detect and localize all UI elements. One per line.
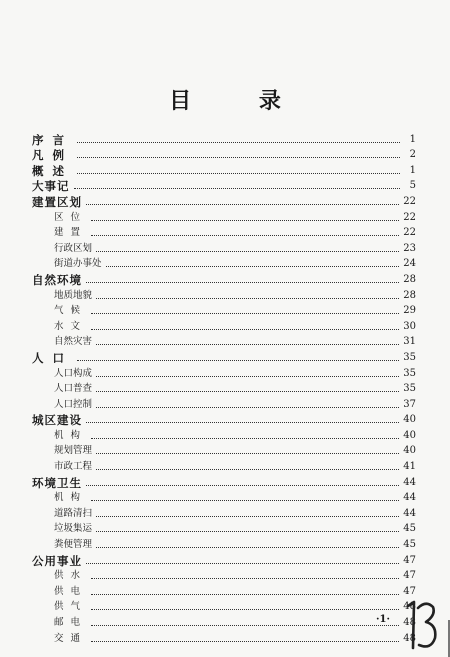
toc-section [32,426,416,442]
dot-leader [77,359,399,361]
toc-entry-page: 48 [403,601,416,613]
toc-entry-label: 人口 [32,350,73,365]
toc-entry-page: 45 [403,539,416,551]
toc-entry-label: 人口控制 [54,398,93,410]
toc-entry-page: 35 [403,367,416,379]
toc-entry-page: 35 [403,383,416,395]
toc-chapter [32,192,416,208]
toc-entry-page: 47 [403,554,416,566]
dot-leader [91,437,399,439]
toc-entry-page: 2 [409,149,416,161]
dot-leader [96,530,399,532]
dot-leader [96,250,399,252]
toc-entry-label: 人口构成 [54,367,93,379]
toc-entry-page: 28 [403,289,416,301]
toc-entry-page: 40 [403,445,416,457]
toc-entry-page: 40 [403,429,416,441]
toc-entry-label: 自然灾害 [54,336,93,348]
toc-entry-label: 建置区划 [32,194,82,209]
toc-chapter [32,270,416,286]
toc-section [32,255,416,271]
dot-leader [86,562,399,564]
toc-entry-label: 水文 [54,320,88,332]
toc-entry-label: 街道办事处 [54,258,102,270]
toc-entry-label: 邮电 [54,617,88,628]
toc-entry-page: 40 [403,414,416,426]
dot-leader [91,328,399,330]
toc-section [32,302,416,318]
toc-entry-page: 22 [403,211,416,223]
toc-section [32,535,416,551]
toc-entry-label: 公用事业 [32,553,82,568]
page-title: 目 录 [169,88,311,114]
toc-entry-page: 31 [403,336,416,348]
toc-entry-page: 45 [403,523,416,535]
toc-entry-label: 区位 [54,211,88,223]
toc-chapter [32,473,416,489]
dot-leader [96,452,399,454]
toc-section [32,442,416,458]
toc-section [32,380,416,396]
dot-leader [91,640,399,642]
toc-entry-page: 35 [403,351,416,363]
toc-entry-page: 24 [403,258,416,270]
toc-entry-label: 序言 [32,132,73,147]
toc-chapter [32,411,416,427]
toc-section [32,333,416,349]
handwritten-number [404,598,440,652]
toc-entry-page: 22 [403,227,416,239]
toc-section [32,457,416,473]
toc-entry-label: 地质地貌 [54,289,93,301]
toc-section [32,224,416,240]
dot-leader [91,219,399,221]
toc-entry-label: 行政区划 [54,242,93,254]
dot-leader [96,297,399,299]
toc-entry-label: 供电 [54,585,88,597]
toc-entry-label: 概述 [32,163,73,178]
toc-chapter [32,146,416,162]
toc-entry-page: 44 [403,507,416,519]
toc-entry-page: 48 [403,617,416,628]
dot-leader [91,608,399,610]
toc-entry-page: 41 [403,461,416,473]
toc-section [32,286,416,302]
dot-leader [96,375,399,377]
page-number: ·1· [376,614,390,625]
dot-leader [96,468,399,470]
toc-entry-label: 凡例 [32,148,73,163]
toc-entry-page: 47 [403,570,416,582]
toc-entry-label: 自然环境 [32,272,82,287]
toc-entry-label: 人口普查 [54,383,93,395]
dot-leader [86,203,399,205]
toc-chapter [32,130,416,146]
toc-entry-page: 47 [403,585,416,597]
toc-section [32,239,416,255]
toc-section [32,208,416,224]
dot-leader [91,577,399,579]
toc-chapter [32,177,416,193]
dot-leader [96,343,399,345]
toc-entry-page: 37 [403,398,416,410]
table-of-contents [32,130,416,645]
toc-chapter [32,551,416,567]
dot-leader [77,156,400,158]
toc-section [32,629,416,645]
toc-entry-label: 规划管理 [54,445,93,457]
dot-leader [91,499,399,501]
toc-entry-page: 48 [403,632,416,644]
toc-section [32,489,416,505]
dot-leader [96,546,399,548]
dot-leader [106,265,400,267]
toc-entry-label: 城区建设 [32,413,82,428]
toc-section [32,598,416,614]
toc-entry-page: 29 [403,305,416,317]
toc-entry-page: 5 [409,180,416,192]
toc-chapter [32,348,416,364]
dot-leader [96,390,399,392]
toc-entry-page: 1 [409,164,416,176]
toc-entry-label: 垃圾集运 [54,523,93,535]
toc-section [32,582,416,598]
dot-leader [96,515,399,517]
dot-leader [86,281,399,283]
toc-entry-label: 市政工程 [54,461,93,473]
dot-leader [86,484,399,486]
toc-entry-page: 30 [403,320,416,332]
toc-entry-label: 环境卫生 [32,475,82,490]
toc-entry-label: 机构 [54,492,88,504]
toc-section [32,613,416,629]
toc-entry-label: 道路清扫 [54,507,93,519]
toc-entry-label: 气候 [54,305,88,317]
toc-section [32,395,416,411]
toc-entry-label: 交通 [54,632,88,644]
toc-section [32,364,416,380]
toc-entry-page: 22 [403,195,416,207]
toc-section [32,567,416,583]
toc-entry-label: 供气 [54,601,88,613]
toc-entry-page: 23 [403,242,416,254]
toc-entry-label: 建置 [54,227,88,239]
dot-leader [91,593,399,595]
toc-entry-label: 大事记 [32,179,70,194]
dot-leader [77,172,400,174]
toc-chapter [32,161,416,177]
toc-entry-label: 粪便管理 [54,539,93,551]
toc-section [32,504,416,520]
toc-section [32,520,416,536]
toc-entry-label: 机构 [54,429,88,441]
dot-leader [96,406,399,408]
toc-entry-page: 44 [403,476,416,488]
dot-leader [86,421,399,423]
toc-entry-label: 供水 [54,570,88,582]
toc-entry-page: 44 [403,492,416,504]
dot-leader [91,234,399,236]
dot-leader [91,624,399,626]
toc-section [32,317,416,333]
dot-leader [91,312,399,314]
toc-entry-page: 1 [409,133,416,145]
dot-leader [77,141,400,143]
toc-entry-page: 28 [403,273,416,285]
dot-leader [74,187,401,189]
